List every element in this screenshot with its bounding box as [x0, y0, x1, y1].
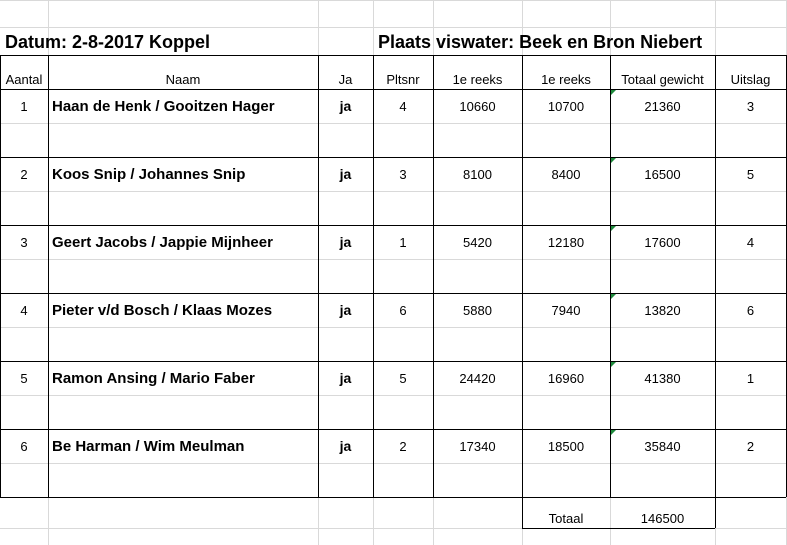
- cell-reeks-2[interactable]: 10700: [547, 98, 585, 114]
- cell-totaal[interactable]: 21360: [644, 98, 681, 114]
- total-label[interactable]: Totaal: [548, 510, 584, 526]
- cell-naam[interactable]: Koos Snip / Johannes Snip: [52, 165, 246, 183]
- cell-aantal[interactable]: 2: [20, 166, 28, 182]
- cell-uitslag[interactable]: 2: [746, 438, 755, 454]
- cell-totaal[interactable]: 35840: [644, 438, 681, 454]
- cell-naam[interactable]: Be Harman / Wim Meulman: [52, 437, 245, 455]
- gridline-h: [0, 395, 787, 396]
- venue-title[interactable]: Plaats viswater: Beek en Bron Niebert: [378, 32, 703, 52]
- gridline-h: [0, 191, 787, 192]
- cell-uitslag[interactable]: 3: [746, 98, 755, 114]
- error-indicator-icon: [611, 158, 616, 163]
- cell-uitslag[interactable]: 4: [746, 234, 755, 250]
- cell-reeks-1[interactable]: 24420: [459, 370, 496, 386]
- cell-totaal[interactable]: 17600: [644, 234, 681, 250]
- cell-pltsnr[interactable]: 6: [399, 302, 407, 318]
- error-indicator-icon: [611, 430, 616, 435]
- cell-aantal[interactable]: 4: [20, 302, 28, 318]
- cell-aantal[interactable]: 1: [20, 98, 28, 114]
- cell-totaal[interactable]: 41380: [644, 370, 681, 386]
- header-totaal-gewicht[interactable]: Totaal gewicht: [621, 71, 704, 87]
- cell-aantal[interactable]: 6: [20, 438, 28, 454]
- cell-totaal[interactable]: 16500: [644, 166, 681, 182]
- cell-reeks-1[interactable]: 8100: [463, 166, 492, 182]
- cell-reeks-1[interactable]: 5420: [463, 234, 492, 250]
- cell-reeks-1[interactable]: 17340: [459, 438, 496, 454]
- cell-reeks-2[interactable]: 16960: [547, 370, 585, 386]
- cell-reeks-1[interactable]: 5880: [463, 302, 492, 318]
- header-reeks-1[interactable]: 1e reeks: [452, 71, 503, 87]
- border-h: [0, 497, 786, 498]
- header-aantal[interactable]: Aantal: [5, 71, 43, 87]
- cell-pltsnr[interactable]: 5: [399, 370, 407, 386]
- error-indicator-icon: [611, 362, 616, 367]
- error-indicator-icon: [611, 294, 616, 299]
- gridline-h: [0, 123, 787, 124]
- cell-uitslag[interactable]: 6: [746, 302, 755, 318]
- cell-ja[interactable]: ja: [339, 98, 352, 114]
- cell-naam[interactable]: Pieter v/d Bosch / Klaas Mozes: [52, 301, 273, 319]
- border-h: [522, 528, 715, 529]
- cell-totaal[interactable]: 13820: [644, 302, 681, 318]
- cell-pltsnr[interactable]: 1: [399, 234, 407, 250]
- cell-reeks-2[interactable]: 12180: [547, 234, 585, 250]
- cell-aantal[interactable]: 3: [20, 234, 28, 250]
- cell-uitslag[interactable]: 5: [746, 166, 755, 182]
- cell-reeks-2[interactable]: 18500: [547, 438, 585, 454]
- cell-reeks-1[interactable]: 10660: [459, 98, 496, 114]
- cell-ja[interactable]: ja: [339, 234, 352, 250]
- cell-uitslag[interactable]: 1: [746, 370, 755, 386]
- header-pltsnr[interactable]: Pltsnr: [386, 71, 420, 87]
- error-indicator-icon: [611, 90, 616, 95]
- header-uitslag[interactable]: Uitslag: [730, 71, 771, 87]
- cell-ja[interactable]: ja: [339, 370, 352, 386]
- date-title[interactable]: Datum: 2-8-2017 Koppel: [5, 32, 211, 52]
- gridline-h: [0, 327, 787, 328]
- gridline-h: [0, 0, 787, 1]
- header-reeks-2[interactable]: 1e reeks: [541, 71, 591, 87]
- cell-pltsnr[interactable]: 3: [399, 166, 407, 182]
- cell-aantal[interactable]: 5: [20, 370, 28, 386]
- total-value[interactable]: 146500: [640, 510, 685, 526]
- error-indicator-icon: [611, 226, 616, 231]
- cell-naam[interactable]: Geert Jacobs / Jappie Mijnheer: [52, 233, 273, 251]
- cell-pltsnr[interactable]: 2: [399, 438, 407, 454]
- cell-ja[interactable]: ja: [339, 438, 352, 454]
- cell-ja[interactable]: ja: [339, 302, 352, 318]
- cell-reeks-2[interactable]: 7940: [551, 302, 581, 318]
- cell-naam[interactable]: Ramon Ansing / Mario Faber: [52, 369, 255, 387]
- gridline-h: [0, 259, 787, 260]
- cell-reeks-2[interactable]: 8400: [551, 166, 581, 182]
- border-v: [715, 497, 716, 528]
- gridline-h: [0, 463, 787, 464]
- cell-ja[interactable]: ja: [339, 166, 352, 182]
- border-h: [0, 55, 786, 56]
- header-naam[interactable]: Naam: [165, 71, 201, 87]
- header-ja[interactable]: Ja: [338, 71, 353, 87]
- gridline-h: [0, 27, 787, 28]
- cell-pltsnr[interactable]: 4: [399, 98, 407, 114]
- cell-naam[interactable]: Haan de Henk / Gooitzen Hager: [52, 97, 275, 115]
